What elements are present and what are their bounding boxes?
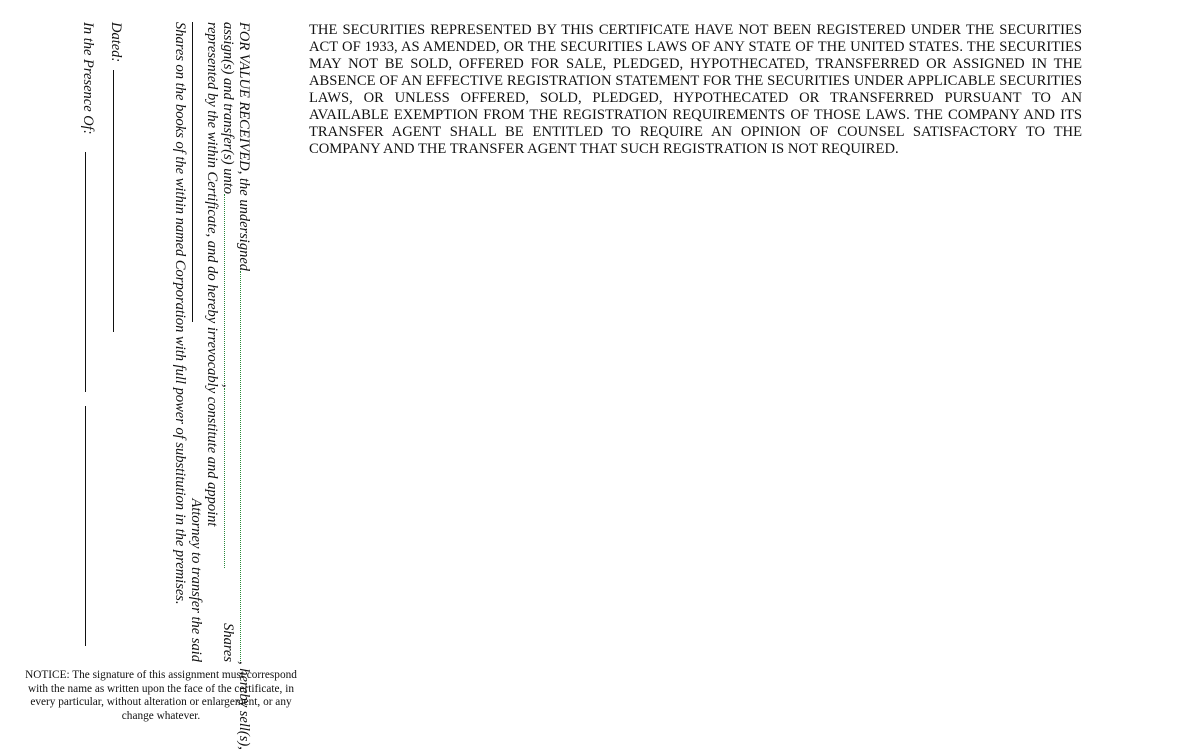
assignment-line-4-end: Attorney to transfer the said [188, 498, 204, 662]
dated-row [107, 22, 124, 62]
share-count-field[interactable] [224, 388, 236, 568]
assignment-line-2-comma: , [220, 384, 236, 388]
witness-signature-field[interactable] [85, 152, 86, 392]
restrictive-legend: THE SECURITIES REPRESENTED BY THIS CERTIFICATE HAVE NOT BEEN REGISTERED UNDER THE SECURITIES ACT OF 1933, AS AMENDED, OR THE SECURITIES LAWS OF ANY STATE OF THE UNITED STATES. THE SECURITIES MAY NOT BE SOLD, OFFERED FOR SALE, PLEDGED, HYPOTHECATED, TRANSFERRED OR ASSIGNED IN THE ABSENCE OF AN EFFECTIVE REGISTRATION STATEMENT FOR THE SECURITIES UNDER APPLICABLE SECURITIES LAWS, OR UNLESS OFFERED, SOLD, PLEDGED, HYPOTHECATED OR TRANSFERRED PURSUANT TO AN AVAILABLE EXEMPTION FROM THE REGISTRATION REQUIREMENTS OF THOSE LAWS. THE COMPANY AND ITS TRANSFER AGENT SHALL BE ENTITLED TO REQUIRE AN OPINION OF COUNSEL SATISFACTORY TO THE COMPANY AND THE TRANSFER AGENT THAT SUCH REGISTRATION IS NOT REQUIRED. [309, 22, 1082, 157]
assignment-line-5: Shares on the books of the within named Corporation with full power of substitution in the premises. [172, 22, 188, 605]
assignment-line-1 [236, 22, 252, 750]
owner-signature-field[interactable] [85, 406, 86, 646]
assignee-name-field[interactable] [224, 194, 236, 384]
attorney-name-field[interactable] [192, 22, 204, 322]
assignor-name-field[interactable] [240, 271, 252, 661]
assignment-line-2 [220, 22, 236, 662]
assignment-line-1-start: FOR VALUE RECEIVED, the undersigned [236, 22, 252, 271]
date-field[interactable] [113, 70, 114, 332]
assignment-line-4 [188, 22, 204, 662]
assignment-line-2-end: Shares [220, 623, 236, 662]
dated-label: Dated: [108, 22, 124, 63]
assignment-line-3: represented by the within Certificate, and do hereby irrevocably constitute and appoint [204, 22, 220, 527]
signature-notice: NOTICE: The signature of this assignment must correspond with the name as written upon the face of the certificate, in every particular, without alteration or enlargement, or any change whatever. [25, 669, 297, 722]
presence-label: In the Presence Of: [80, 22, 96, 135]
assignment-line-2-start: assign(s) and transfer(s) unto [220, 22, 236, 194]
presence-row [79, 22, 96, 135]
assignment-line-1-end: , hereby sell(s), [236, 661, 252, 750]
